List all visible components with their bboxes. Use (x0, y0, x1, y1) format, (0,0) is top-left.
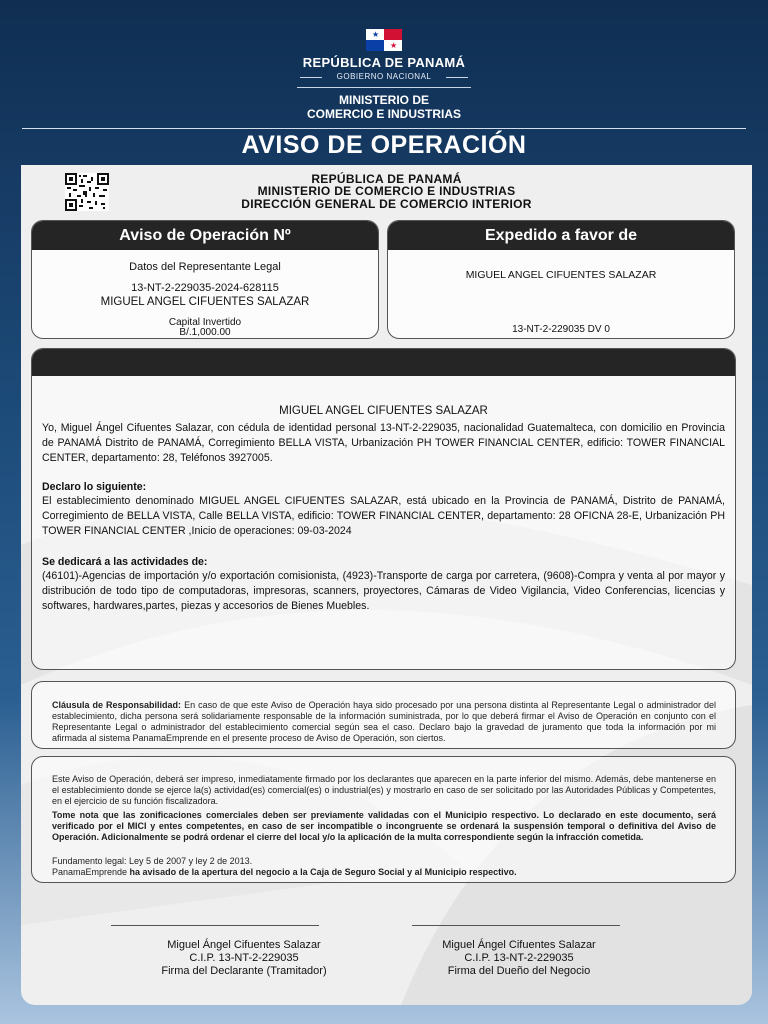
aviso-number: 13-NT-2-229035-2024-628115 (131, 282, 279, 294)
panamaemprende-text: ha avisado de la apertura del negocio a la Caja de Seguro Social y al Municipio respectivo. (127, 867, 517, 877)
declaration-header-bar (32, 349, 735, 376)
notice-box (31, 756, 736, 883)
document-paper (21, 165, 752, 1005)
declarant-name: MIGUEL ANGEL CIFUENTES SALAZAR (279, 405, 488, 417)
capital-value: B/.1,000.00 (179, 327, 231, 338)
title-divider (22, 128, 746, 129)
capital-label: Capital Invertido (168, 317, 242, 328)
notice-panamaemprende (52, 867, 716, 878)
notice-print-instructions: Este Aviso de Operación, deberá ser impreso, inmediatamente firmado por los declarantes que aparecen en la parte inferior del mismo. Además, debe mantenerse en el establecimiento donde se ejerce la(s) actividad(es) comercial(es) o industrial(es) y mostrarlo en caso de ser solicitado por las Autoridades Públicas y Competentes, en el ejercicio de su función fiscalizadora. (52, 774, 716, 806)
header-divider (297, 87, 471, 88)
aviso-number-title: Aviso de Operación Nº (32, 221, 378, 250)
signature-name: Miguel Ángel Cifuentes Salazar (167, 939, 321, 951)
issued-to-name: MIGUEL ANGEL CIFUENTES SALAZAR (465, 269, 657, 281)
declaro-heading: Declaro lo siguiente: (42, 481, 147, 493)
gobierno-subheading: GOBIERNO NACIONAL (336, 72, 432, 81)
issued-to-title: Expedido a favor de (388, 221, 734, 250)
signature-block-owner (389, 939, 649, 978)
activities-heading: Se dedicará a las actividades de: (42, 556, 208, 568)
signature-line-left (111, 925, 319, 926)
ministerio-line1: MINISTERIO DE (338, 93, 429, 107)
signature-cip: C.I.P. 13-NT-2-229035 (189, 952, 299, 964)
representative-label: Datos del Representante Legal (129, 261, 281, 273)
republica-heading: REPÚBLICA DE PANAMÁ (302, 55, 466, 70)
document-title: AVISO DE OPERACIÓN (241, 131, 527, 159)
signature-role: Firma del Dueño del Negocio (447, 965, 591, 977)
declaro-text: El establecimiento denominado MIGUEL ANGEL CIFUENTES SALAZAR, está ubicado en la Provincia de PANAMÁ, Distrito de PANAMÁ, Corregimiento de BELLA VISTA, Calle BELLA VISTA, edificio: TOWER FINANCIAL CENTER, departamento: 28 OFICNA 28-E, Urbanización PH TOWER FINANCIAL CENTER ,Inicio de operaciones: 09-03-2024 (42, 495, 725, 537)
signature-cip: C.I.P. 13-NT-2-229035 (464, 952, 574, 964)
signature-role: Firma del Declarante (Tramitador) (161, 965, 327, 977)
signature-line-right (412, 925, 620, 926)
page-header (0, 0, 768, 165)
panama-flag-icon: ★ ★ (366, 29, 402, 51)
responsibility-clause (52, 700, 716, 744)
aviso-number-box (31, 220, 379, 339)
clause-text: En caso de que este Aviso de Operación haya sido procesado por una persona distinta al Representante Legal o administrador del establecimiento, dicha persona será solidariamente responsable de la información suministrada, por lo que deberá firmar el Aviso de Operación en conjunto con el Representante Legal o administrador del establecimiento comercial según sea el caso. Declaro bajo la gravedad de juramento que toda la información por mi afirmada al sistema PanamaEmprende en el presente proceso de Aviso de Operación, son ciertos. (52, 700, 716, 743)
notice-legal-basis: Fundamento legal: Ley 5 de 2007 y ley 2 de 2013. (52, 856, 253, 866)
notice-zoning-warning: Tome nota que las zonificaciones comerciales deben ser previamente validadas con el Municipio respectivo. Lo declarado en este documento, será verificado por el MICI y entes competentes, en caso de ser incompatible o incongruente se ordenará la suspensión temporal o definitiva del Aviso de Operación. Adicionalmente se podrá ordenar el cierre del local y/o la aplicación de la multa correspondiente según la infracción cometida. (52, 810, 716, 842)
issued-to-box (387, 220, 735, 339)
ministerio-line2: COMERCIO E INDUSTRIAS (306, 107, 461, 121)
ministerio-heading (0, 93, 768, 121)
declaration-box (31, 348, 736, 670)
clause-label: Cláusula de Responsabilidad: (52, 700, 182, 710)
issued-to-cip: 13-NT-2-229035 DV 0 (512, 324, 610, 335)
org-line3: DIRECCIÓN GENERAL DE COMERCIO INTERIOR (241, 197, 532, 211)
activities-text: (46101)-Agencias de importación y/o exportación comisionista, (4923)-Transporte de carga por carretera, (9608)-Compra y venta al por mayor y distribución de todo tipo de computadoras, impresoras, scanners, proyectores, Cámaras de Video Vigilancia, Video Conferencias, licencias y softwares, hardwares,partes, piezas y accesorios de Bienes Muebles. (42, 570, 725, 612)
panamaemprende-label: PanamaEmprende (52, 867, 128, 877)
signature-block-declarant (114, 939, 374, 978)
signature-name: Miguel Ángel Cifuentes Salazar (442, 939, 596, 951)
org-line2: MINISTERIO DE COMERCIO E INDUSTRIAS (257, 184, 516, 198)
gobierno-subheading-wrap (300, 72, 468, 82)
declaration-intro: Yo, Miguel Ángel Cifuentes Salazar, con cédula de identidad personal 13-NT-2-229035, nacionalidad Guatemalteca, con domicilio en Provincia de PANAMÁ Distrito de PANAMÁ, Corregimiento BELLA VISTA, Urbanización PH TOWER FINANCIAL CENTER, edificio: TOWER FINANCIAL CENTER, departamento: 28, Teléfonos 3927005. (42, 422, 725, 464)
representative-name: MIGUEL ANGEL CIFUENTES SALAZAR (100, 296, 310, 308)
responsibility-clause-box (31, 681, 736, 749)
org-line1: REPÚBLICA DE PANAMÁ (311, 172, 462, 186)
